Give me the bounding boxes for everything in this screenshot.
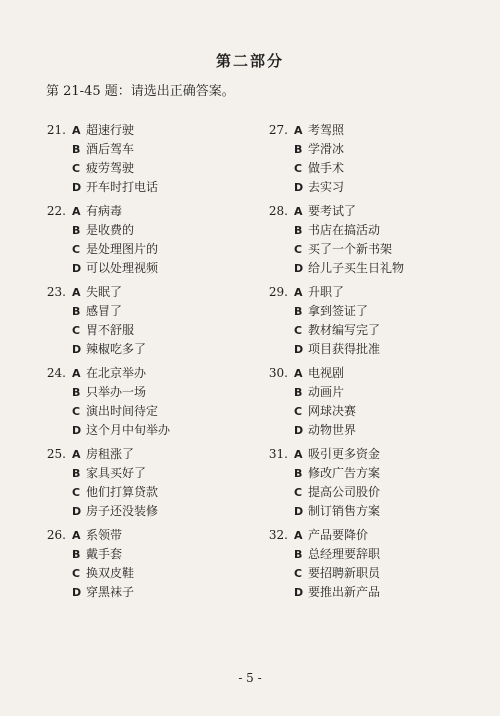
answer-option: [46, 502, 246, 521]
option-letter: A: [72, 205, 81, 218]
answer-option: [46, 583, 246, 602]
option-letter: B: [294, 548, 303, 561]
option-letter: C: [294, 243, 303, 256]
instruction-text: 第 21-45 题：请选出正确答案。: [46, 84, 235, 99]
option-text: 学滑冰: [308, 142, 345, 156]
option-letter: C: [72, 486, 81, 499]
answer-option: [46, 340, 246, 359]
option-letter: A: [294, 286, 303, 299]
answer-option: [268, 464, 468, 483]
right-question-column: [268, 121, 468, 607]
option-text: 去实习: [308, 180, 345, 194]
answer-option: [268, 364, 468, 383]
option-text: 疲劳驾驶: [86, 161, 135, 175]
question-item: [268, 445, 468, 526]
question-number: 31.: [268, 447, 288, 461]
option-letter: D: [294, 343, 304, 356]
answer-option: [46, 402, 246, 421]
option-letter: A: [72, 448, 81, 461]
option-letter: C: [72, 162, 81, 175]
answer-option: [268, 259, 468, 278]
question-number: 23.: [46, 285, 66, 299]
option-letter: C: [72, 405, 81, 418]
answer-option: [46, 259, 246, 278]
option-text: 做手术: [308, 161, 345, 175]
option-text: 修改广告方案: [308, 466, 381, 480]
answer-option: [268, 221, 468, 240]
option-text: 动物世界: [308, 423, 357, 437]
option-letter: C: [294, 324, 303, 337]
option-text: 有病毒: [86, 204, 123, 218]
option-text: 他们打算贷款: [86, 485, 159, 499]
question-number: 29.: [268, 285, 288, 299]
option-letter: A: [72, 286, 81, 299]
answer-option: [268, 321, 468, 340]
option-letter: D: [294, 505, 304, 518]
option-text: 动画片: [308, 385, 345, 399]
option-text: 只举办一场: [86, 385, 147, 399]
option-text: 给儿子买生日礼物: [308, 261, 405, 275]
answer-option: [46, 421, 246, 440]
option-text: 这个月中旬举办: [86, 423, 171, 437]
option-text: 要招聘新职员: [308, 566, 381, 580]
answer-option: [268, 302, 468, 321]
answer-option: [46, 545, 246, 564]
question-item: [268, 526, 468, 607]
option-letter: D: [72, 424, 82, 437]
answer-option: [46, 283, 246, 302]
answer-option: [46, 140, 246, 159]
option-letter: C: [72, 567, 81, 580]
option-text: 要推出新产品: [308, 585, 381, 599]
option-letter: A: [72, 367, 81, 380]
question-number: 30.: [268, 366, 288, 380]
answer-option: [268, 283, 468, 302]
option-letter: B: [72, 143, 81, 156]
answer-option: [46, 321, 246, 340]
option-text: 系领带: [86, 528, 123, 542]
answer-option: [268, 340, 468, 359]
answer-option: [46, 202, 246, 221]
option-letter: A: [72, 124, 81, 137]
option-text: 可以处理视频: [86, 261, 159, 275]
question-item: [268, 364, 468, 445]
option-letter: A: [294, 124, 303, 137]
option-text: 制订销售方案: [308, 504, 381, 518]
option-text: 辣椒吃多了: [86, 342, 147, 356]
question-number: 26.: [46, 528, 66, 542]
option-text: 是处理图片的: [86, 242, 159, 256]
question-item: [268, 121, 468, 202]
option-letter: C: [72, 324, 81, 337]
question-item: [46, 283, 246, 364]
answer-option: [268, 383, 468, 402]
question-item: [46, 202, 246, 283]
option-letter: B: [72, 467, 81, 480]
answer-option: [46, 121, 246, 140]
option-text: 产品要降价: [308, 528, 369, 542]
option-text: 戴手套: [86, 547, 123, 561]
option-text: 书店在搞活动: [308, 223, 381, 237]
answer-option: [46, 464, 246, 483]
answer-option: [268, 564, 468, 583]
option-letter: D: [72, 343, 82, 356]
answer-option: [268, 140, 468, 159]
option-text: 胃不舒服: [86, 323, 135, 337]
option-letter: B: [294, 143, 303, 156]
answer-option: [268, 483, 468, 502]
answer-option: [268, 402, 468, 421]
answer-option: [268, 421, 468, 440]
answer-option: [46, 383, 246, 402]
option-letter: C: [294, 486, 303, 499]
question-item: [46, 364, 246, 445]
option-text: 拿到签证了: [308, 304, 369, 318]
option-letter: D: [72, 505, 82, 518]
option-text: 演出时间待定: [86, 404, 159, 418]
option-text: 提高公司股价: [308, 485, 381, 499]
option-letter: B: [72, 224, 81, 237]
option-letter: B: [294, 386, 303, 399]
question-item: [46, 121, 246, 202]
option-letter: D: [294, 424, 304, 437]
option-text: 买了一个新书架: [308, 242, 393, 256]
answer-option: [46, 178, 246, 197]
question-number: 32.: [268, 528, 288, 542]
question-number: 24.: [46, 366, 66, 380]
option-text: 家具买好了: [86, 466, 147, 480]
answer-option: [268, 240, 468, 259]
question-number: 27.: [268, 123, 288, 137]
option-letter: C: [72, 243, 81, 256]
option-letter: D: [72, 262, 82, 275]
option-text: 在北京举办: [86, 366, 147, 380]
answer-option: [268, 545, 468, 564]
question-number: 22.: [46, 204, 66, 218]
option-letter: B: [72, 386, 81, 399]
answer-option: [268, 121, 468, 140]
answer-option: [268, 178, 468, 197]
option-letter: A: [294, 529, 303, 542]
option-text: 感冒了: [86, 304, 123, 318]
option-text: 电视剧: [308, 366, 345, 380]
option-text: 考驾照: [308, 123, 345, 137]
option-letter: D: [294, 181, 304, 194]
option-text: 超速行驶: [86, 123, 135, 137]
question-item: [46, 445, 246, 526]
option-text: 失眠了: [86, 285, 123, 299]
option-letter: D: [72, 181, 82, 194]
answer-option: [46, 221, 246, 240]
option-letter: B: [72, 305, 81, 318]
option-text: 项目获得批准: [308, 342, 381, 356]
question-item: [268, 283, 468, 364]
option-text: 开车时打电话: [86, 180, 159, 194]
section-title: 第二部分: [215, 52, 284, 70]
option-letter: D: [294, 262, 304, 275]
option-letter: B: [294, 305, 303, 318]
option-text: 教材编写完了: [308, 323, 381, 337]
answer-option: [268, 445, 468, 464]
option-text: 网球决赛: [308, 404, 357, 418]
option-letter: A: [72, 529, 81, 542]
option-letter: B: [72, 548, 81, 561]
option-letter: D: [294, 586, 304, 599]
option-letter: D: [72, 586, 82, 599]
option-text: 要考试了: [308, 204, 357, 218]
option-text: 房子还没装修: [86, 504, 159, 518]
question-number: 28.: [268, 204, 288, 218]
option-letter: B: [294, 467, 303, 480]
option-letter: C: [294, 567, 303, 580]
option-letter: C: [294, 405, 303, 418]
answer-option: [46, 483, 246, 502]
question-number: 25.: [46, 447, 66, 461]
option-text: 升职了: [308, 285, 345, 299]
option-letter: A: [294, 448, 303, 461]
question-item: [268, 202, 468, 283]
answer-option: [46, 564, 246, 583]
answer-option: [46, 526, 246, 545]
option-text: 酒后驾车: [86, 142, 135, 156]
option-text: 吸引更多资金: [308, 447, 381, 461]
question-number: 21.: [46, 123, 66, 137]
answer-option: [268, 526, 468, 545]
answer-option: [46, 302, 246, 321]
option-text: 换双皮鞋: [86, 566, 135, 580]
option-text: 是收费的: [86, 223, 135, 237]
page-number: - 5 -: [238, 671, 262, 685]
option-text: 房租涨了: [86, 447, 135, 461]
answer-option: [268, 583, 468, 602]
option-letter: C: [294, 162, 303, 175]
answer-option: [268, 202, 468, 221]
answer-option: [268, 159, 468, 178]
answer-option: [268, 502, 468, 521]
question-item: [46, 526, 246, 607]
answer-option: [46, 445, 246, 464]
answer-option: [46, 364, 246, 383]
option-text: 穿黑袜子: [86, 585, 135, 599]
answer-option: [46, 159, 246, 178]
option-letter: A: [294, 367, 303, 380]
option-letter: A: [294, 205, 303, 218]
option-text: 总经理要辞职: [308, 547, 381, 561]
option-letter: B: [294, 224, 303, 237]
left-question-column: [46, 121, 246, 607]
answer-option: [46, 240, 246, 259]
